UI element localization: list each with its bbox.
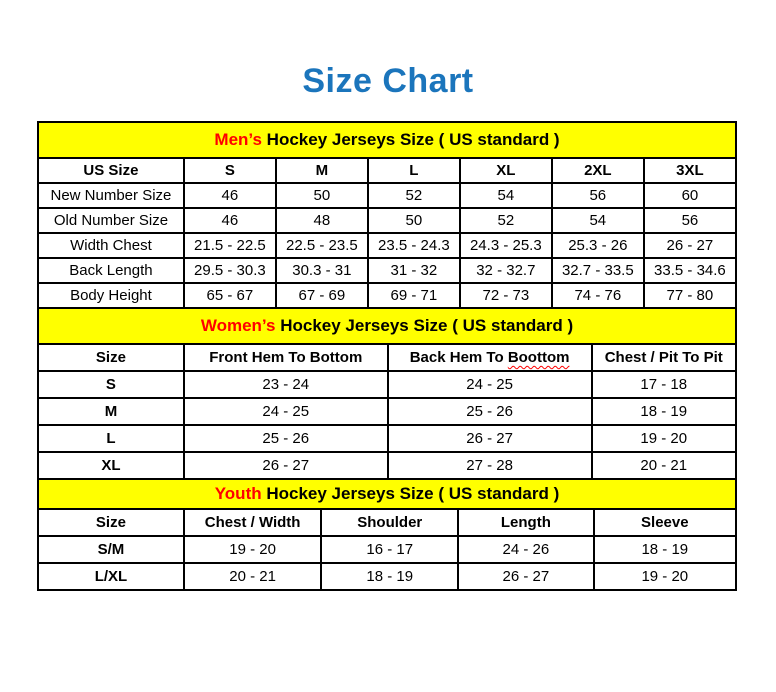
column-header-size: Size (38, 509, 184, 536)
cell-value: 65 - 67 (184, 283, 276, 308)
row-label: XL (38, 452, 184, 479)
cell-value: 23.5 - 24.3 (368, 233, 460, 258)
table-row (38, 283, 736, 308)
cell-value: 22.5 - 23.5 (276, 233, 368, 258)
back-hem-misspelled-word: Boottom (507, 349, 570, 366)
row-label: Width Chest (38, 233, 184, 258)
cell-value: 67 - 69 (276, 283, 368, 308)
cell-value: 32.7 - 33.5 (552, 258, 644, 283)
cell-value: 26 - 27 (458, 563, 593, 590)
womens-title-band (38, 308, 736, 344)
table-row (38, 183, 736, 208)
cell-value: 24.3 - 25.3 (460, 233, 552, 258)
cell-value: 56 (552, 183, 644, 208)
cell-value: 52 (460, 208, 552, 233)
cell-value: 19 - 20 (184, 536, 322, 563)
column-header-2xl: 2XL (552, 158, 644, 183)
cell-value: 50 (276, 183, 368, 208)
cell-value: 52 (368, 183, 460, 208)
cell-value: 23 - 24 (184, 371, 388, 398)
cell-value: 56 (644, 208, 736, 233)
column-header-3xl: 3XL (644, 158, 736, 183)
cell-value: 69 - 71 (368, 283, 460, 308)
column-header-size: Size (38, 344, 184, 371)
mens-size-table (37, 121, 737, 309)
youth-header-row (38, 509, 736, 536)
mens-title-band (38, 122, 736, 158)
womens-title-accent: Women’s (200, 316, 276, 335)
column-header-back-hem (388, 344, 592, 371)
table-row (38, 425, 736, 452)
womens-size-table (37, 307, 737, 480)
cell-value: 54 (460, 183, 552, 208)
cell-value: 26 - 27 (184, 452, 388, 479)
cell-value: 25 - 26 (388, 398, 592, 425)
column-header-sleeve: Sleeve (594, 509, 736, 536)
row-label: S/M (38, 536, 184, 563)
row-label: Back Length (38, 258, 184, 283)
cell-value: 20 - 21 (184, 563, 322, 590)
cell-value: 77 - 80 (644, 283, 736, 308)
size-chart (37, 121, 737, 591)
cell-value: 72 - 73 (460, 283, 552, 308)
cell-value: 24 - 25 (388, 371, 592, 398)
cell-value: 21.5 - 22.5 (184, 233, 276, 258)
table-row (38, 563, 736, 590)
table-row (38, 208, 736, 233)
cell-value: 26 - 27 (644, 233, 736, 258)
cell-value: 24 - 25 (184, 398, 388, 425)
youth-title-text: Hockey Jerseys Size ( US standard ) (261, 484, 560, 503)
cell-value: 19 - 20 (592, 425, 737, 452)
cell-value: 50 (368, 208, 460, 233)
table-row (38, 258, 736, 283)
table-row (38, 233, 736, 258)
column-header-us-size: US Size (38, 158, 184, 183)
mens-table-title (38, 122, 736, 158)
cell-value: 25 - 26 (184, 425, 388, 452)
cell-value: 31 - 32 (368, 258, 460, 283)
table-row (38, 371, 736, 398)
cell-value: 48 (276, 208, 368, 233)
cell-value: 60 (644, 183, 736, 208)
youth-title-accent: Youth (214, 484, 262, 503)
youth-table-title (38, 479, 736, 509)
cell-value: 17 - 18 (592, 371, 737, 398)
cell-value: 16 - 17 (321, 536, 458, 563)
cell-value: 54 (552, 208, 644, 233)
cell-value: 19 - 20 (594, 563, 736, 590)
cell-value: 25.3 - 26 (552, 233, 644, 258)
row-label: L (38, 425, 184, 452)
column-header-m: M (276, 158, 368, 183)
table-row (38, 398, 736, 425)
cell-value: 33.5 - 34.6 (644, 258, 736, 283)
womens-header-row (38, 344, 736, 371)
mens-title-text: Hockey Jerseys Size ( US standard ) (261, 130, 560, 149)
row-label: L/XL (38, 563, 184, 590)
cell-value: 29.5 - 30.3 (184, 258, 276, 283)
column-header-xl: XL (460, 158, 552, 183)
table-row (38, 452, 736, 479)
row-label: Body Height (38, 283, 184, 308)
cell-value: 30.3 - 31 (276, 258, 368, 283)
column-header-s: S (184, 158, 276, 183)
cell-value: 27 - 28 (388, 452, 592, 479)
cell-value: 18 - 19 (594, 536, 736, 563)
cell-value: 24 - 26 (458, 536, 593, 563)
cell-value: 18 - 19 (321, 563, 458, 590)
row-label: S (38, 371, 184, 398)
cell-value: 46 (184, 208, 276, 233)
row-label: M (38, 398, 184, 425)
youth-title-band (38, 479, 736, 509)
page-title: Size Chart (302, 62, 474, 100)
column-header-front-hem: Front Hem To Bottom (184, 344, 388, 371)
column-header-shoulder: Shoulder (321, 509, 458, 536)
row-label: New Number Size (38, 183, 184, 208)
mens-title-accent: Men’s (214, 130, 262, 149)
mens-header-row (38, 158, 736, 183)
column-header-chest-pit: Chest / Pit To Pit (592, 344, 737, 371)
cell-value: 46 (184, 183, 276, 208)
back-hem-prefix: Back Hem To (409, 349, 508, 366)
womens-table-title (38, 308, 736, 344)
table-row (38, 536, 736, 563)
cell-value: 74 - 76 (552, 283, 644, 308)
cell-value: 26 - 27 (388, 425, 592, 452)
column-header-chest-width: Chest / Width (184, 509, 322, 536)
row-label: Old Number Size (38, 208, 184, 233)
cell-value: 18 - 19 (592, 398, 737, 425)
column-header-l: L (368, 158, 460, 183)
cell-value: 20 - 21 (592, 452, 737, 479)
cell-value: 32 - 32.7 (460, 258, 552, 283)
youth-size-table (37, 478, 737, 591)
womens-title-text: Hockey Jerseys Size ( US standard ) (275, 316, 574, 335)
column-header-length: Length (458, 509, 593, 536)
